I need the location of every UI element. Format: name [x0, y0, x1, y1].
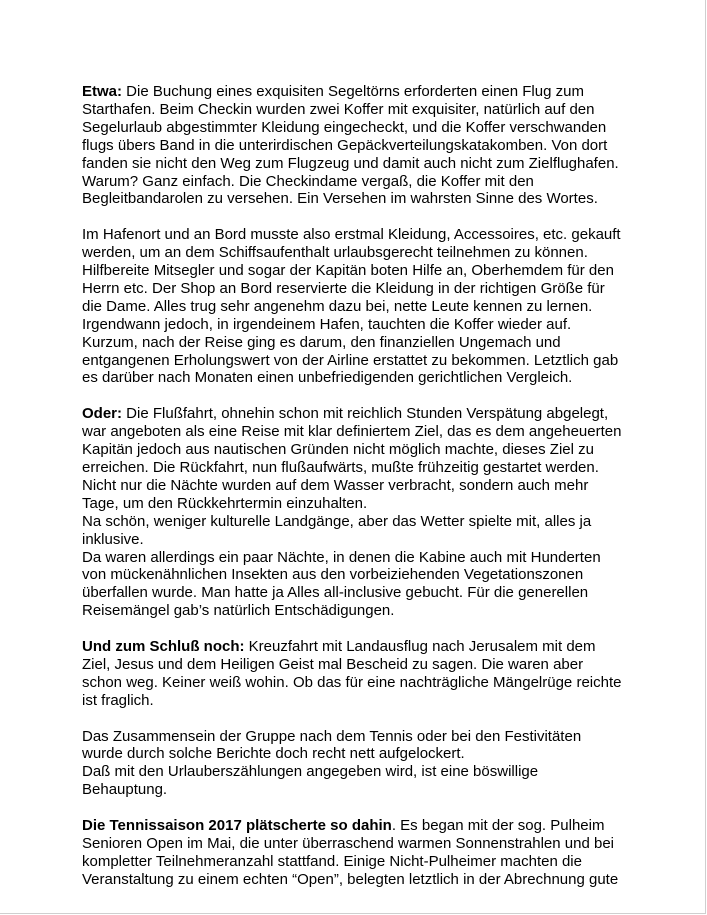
- text-line: [82, 549, 627, 567]
- line-text: erreichen. Die Rückfahrt, nun flußaufwärts, mußte frühzeitig gestartet werden.: [82, 459, 599, 476]
- text-line: [82, 262, 627, 280]
- text-line: [82, 871, 627, 889]
- line-text: inklusive.: [82, 530, 144, 548]
- line-text: werden, um an dem Schiffsaufenthalt urlaubsgerecht teilnehmen zu können.: [82, 244, 588, 262]
- text-line: [82, 602, 627, 620]
- text-line: [82, 817, 627, 835]
- line-text: Veranstaltung zu einem echten “Open”, belegten letztlich in der Abrechnung gute: [82, 870, 619, 888]
- text-line: [82, 101, 627, 119]
- text-line: [82, 298, 627, 316]
- line-text: Segelurlaub abgestimmter Kleidung eingecheckt, und die Koffer verschwanden: [82, 118, 607, 136]
- line-text: Die Flußfahrt, ohnehin schon mit reichlich Stunden Verspätung abgelegt,: [122, 405, 609, 423]
- text-line: [82, 853, 627, 871]
- line-text: überfallen wurde. Man hatte ja Alles all-inclusive gebucht. Für die generellen: [82, 584, 589, 602]
- text-line: [82, 405, 627, 423]
- text-line: [82, 352, 627, 370]
- line-text: Ziel, Jesus und dem Heiligen Geist mal Bescheid zu sagen. Die waren aber: [82, 655, 584, 673]
- text-line: [82, 674, 627, 692]
- line-text: Starthafen. Beim Checkin wurden zwei Koffer mit exquisiter, natürlich auf den: [82, 100, 595, 118]
- line-text: Nicht nur die Nächte wurden auf dem Wasser verbracht, sondern auch mehr: [82, 476, 589, 494]
- text-line: [82, 638, 627, 656]
- paragraph-lead: Etwa:: [82, 83, 123, 100]
- line-text: Behauptung.: [82, 781, 168, 799]
- text-line: [82, 728, 627, 746]
- line-text: war angeboten als eine Reise mit klar definiertem Ziel, das es dem angeheuerten: [82, 423, 622, 441]
- line-text: Irgendwann jedoch, in irgendeinem Hafen, tauchten die Koffer wieder auf.: [82, 315, 572, 333]
- text-line: [82, 495, 627, 513]
- text-line: [82, 781, 627, 799]
- text-line: [82, 83, 627, 101]
- line-text: Tage, um den Rückkehrtermin einzuhalten.: [82, 494, 368, 512]
- text-line: [82, 513, 627, 531]
- text-line: [82, 334, 627, 352]
- line-text: Kapitän jedoch aus nautischen Gründen nicht möglich machte, dieses Ziel zu: [82, 441, 594, 459]
- text-line: [82, 190, 627, 208]
- line-text: kompletter Teilnehmeranzahl stattfand. Einige Nicht-Pulheimer machten die: [82, 852, 582, 870]
- line-text: Warum? Ganz einfach. Die Checkindame vergaß, die Koffer mit den: [82, 172, 534, 190]
- text-line: [82, 119, 627, 137]
- text-line: [82, 692, 627, 710]
- text-line: [82, 763, 627, 781]
- line-text: Hilfbereite Mitsegler und sogar der Kapitän boten Hilfe an, Oberhemdem für den: [82, 262, 614, 280]
- paragraph-lead: Oder:: [82, 405, 123, 423]
- line-text: die Dame. Alles trug sehr angenehm dazu bei, nette Leute kennen zu lernen.: [82, 297, 593, 315]
- line-text: schon weg. Keiner weiß wohin. Ob das für eine nachträgliche Mängelrüge reichte: [82, 673, 622, 691]
- line-text: Die Buchung eines exquisiten Segeltörns erforderten einen Flug zum: [122, 83, 584, 100]
- text-line: [82, 316, 627, 334]
- paragraph-lead: Und zum Schluß noch:: [82, 638, 245, 656]
- text-line: [82, 423, 627, 441]
- document-body: [82, 83, 627, 907]
- paragraph-lead: Die Tennissaison 2017 plätscherte so dahin: [82, 817, 392, 835]
- line-text: Herrn etc. Der Shop an Bord reservierte die Kleidung in der richtigen Größe für: [82, 279, 605, 297]
- text-line: [82, 244, 627, 262]
- line-text: entgangenen Erholungswert von der Airline erstattet zu bekommen. Letztlich gab: [82, 351, 619, 369]
- paragraph: [82, 728, 627, 800]
- line-text: Da waren allerdings ein paar Nächte, in denen die Kabine auch mit Hunderten: [82, 548, 601, 566]
- line-text: Kreuzfahrt mit Landausflug nach Jerusalem mit dem: [244, 638, 596, 656]
- line-text: fanden sie nicht den Weg zum Flugzeug und damit auch nicht zum Zielflughafen.: [82, 154, 619, 172]
- line-text: flugs übers Band in die unterirdischen Gepäckverteilungskatakomben. Von dort: [82, 136, 608, 154]
- paragraph: [82, 638, 627, 710]
- text-line: [82, 477, 627, 495]
- line-text: . Es began mit der sog. Pulheim: [391, 817, 605, 835]
- line-text: Das Zusammensein der Gruppe nach dem Tennis oder bei den Festivitäten: [82, 727, 582, 745]
- text-line: [82, 441, 627, 459]
- text-line: [82, 280, 627, 298]
- line-text: es darüber nach Monaten einen unbefriedigenden gerichtlichen Vergleich.: [82, 369, 573, 387]
- text-line: [82, 566, 627, 584]
- line-text: Na schön, weniger kulturelle Landgänge, aber das Wetter spielte mit, alles ja: [82, 512, 592, 530]
- text-line: [82, 531, 627, 549]
- text-line: [82, 459, 627, 477]
- line-text: von mückenähnlichen Insekten aus den vorbeiziehenden Vegetationszonen: [82, 566, 584, 584]
- text-line: [82, 835, 627, 853]
- paragraph: [82, 817, 627, 889]
- text-line: [82, 226, 627, 244]
- paragraph: [82, 405, 627, 620]
- line-text: Reisemängel gab’s natürlich Entschädigungen.: [82, 602, 395, 620]
- paragraph: [82, 83, 627, 208]
- text-line: [82, 656, 627, 674]
- text-line: [82, 155, 627, 173]
- text-line: [82, 137, 627, 155]
- line-text: Kurzum, nach der Reise ging es darum, den finanziellen Ungemach und: [82, 333, 561, 351]
- text-line: [82, 745, 627, 763]
- text-line: [82, 173, 627, 191]
- text-line: [82, 369, 627, 387]
- line-text: Im Hafenort und an Bord musste also erstmal Kleidung, Accessoires, etc. gekauft: [82, 226, 621, 244]
- line-text: Daß mit den Urlauberszählungen angegeben wird, ist eine böswillige: [82, 763, 539, 781]
- line-text: wurde durch solche Berichte doch recht nett aufgelockert.: [82, 745, 465, 763]
- line-text: ist fraglich.: [82, 691, 154, 709]
- text-line: [82, 584, 627, 602]
- paragraph: [82, 226, 627, 387]
- line-text: Begleitbandarolen zu versehen. Ein Versehen im wahrsten Sinne des Wortes.: [82, 190, 598, 208]
- line-text: Senioren Open im Mai, die unter überraschend warmen Sonnenstrahlen und bei: [82, 834, 614, 852]
